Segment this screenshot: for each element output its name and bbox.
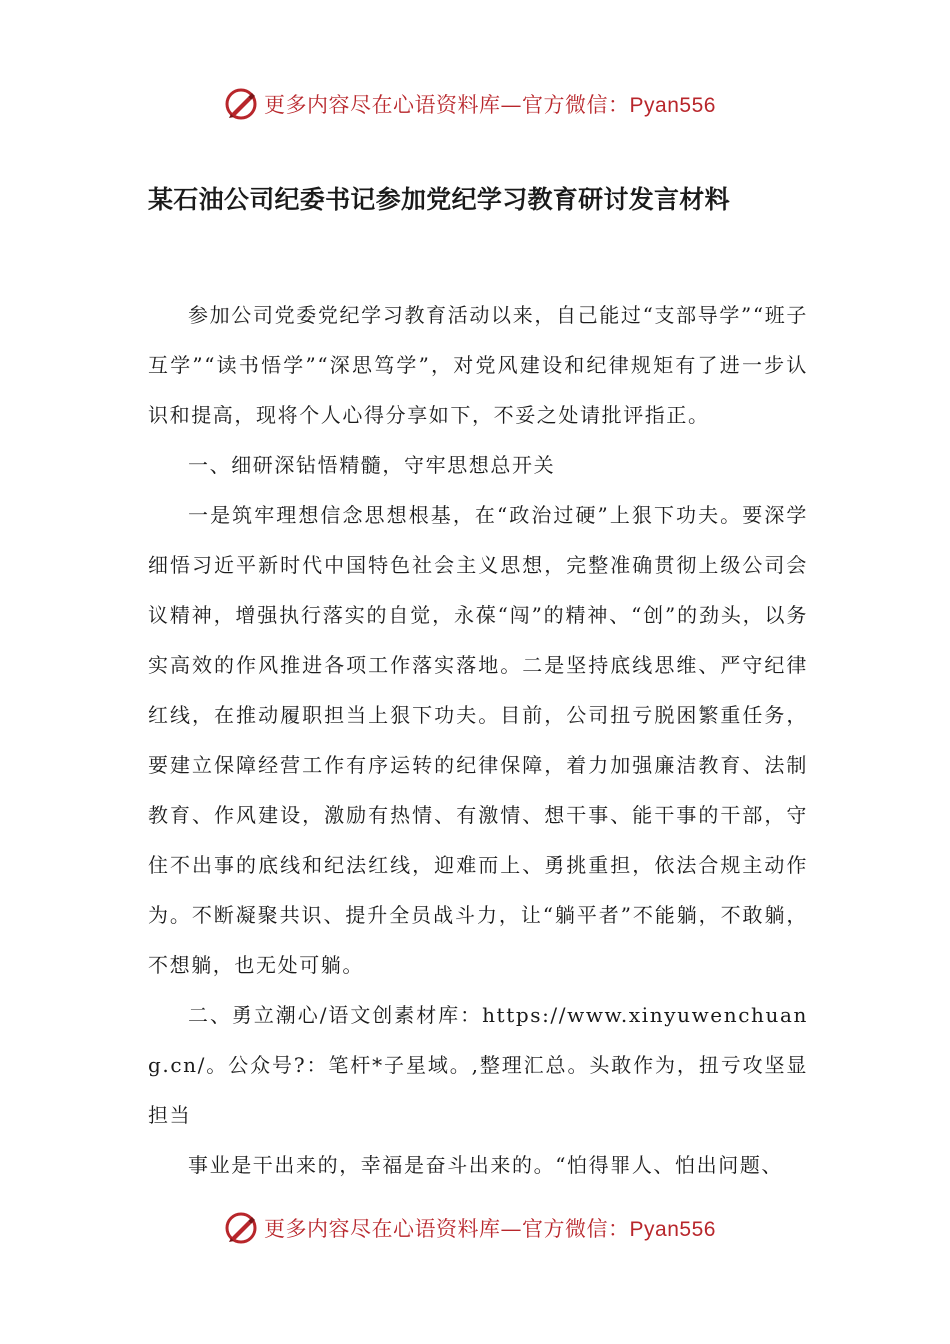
paragraph-section-2: 事业是干出来的，幸福是奋斗出来的。“怕得罪人、怕出问题、 [188,1153,784,1177]
footer-banner [0,1206,950,1250]
document-title: 某石油公司纪委书记参加党纪学习教育研讨发言材料 [148,185,730,214]
pen-logo-icon [224,87,258,121]
document-body [148,290,808,1190]
section-heading-1: 一、细研深钻悟精髓，守牢思想总开关 [188,453,556,477]
wechat-id: Pyan556 [629,1218,716,1241]
paragraph-section-1: 一是筑牢理想信念思想根基，在“政治过硬”上狠下功夫。要深学细悟习近平新时代中国特色社会主义思想，完整准确贯彻上级公司会议精神，增强执行落实的自觉，永葆“闯”的精神、“创”的劲头，以务实高效的作风推进各项工作落实落地。二是坚持底线思维、严守纪律红线，在推动履职担当上狠下功夫。目前，公司扭亏脱困繁重任务，要建立保障经营工作有序运转的纪律保障，着力加强廉洁教育、法制教育、作风建设，激励有热情、有激情、想干事、能干事的干部，守住不出事的底线和纪法红线，迎难而上、勇挑重担，依法合规主动作为。不断凝聚共识、提升全员战斗力，让“躺平者”不能躺，不敢躺，不想躺，也无处可躺。 [148,503,808,977]
wechat-id: Pyan556 [629,94,716,117]
banner-text: 更多内容尽在心语资料库—官方微信：Pyan556 [264,1217,716,1241]
paragraph-intro: 参加公司党委党纪学习教育活动以来，自己能过“支部导学”“班子互学”“读书悟学”“深思笃学”，对党风建设和纪律规矩有了进一步认识和提高，现将个人心得分享如下，不妥之处请批评指正。 [148,303,808,427]
pen-logo-icon [224,1211,258,1245]
banner-text: 更多内容尽在心语资料库—官方微信：Pyan556 [264,93,716,117]
header-banner [0,82,950,126]
section-heading-2: 二、勇立潮心/语文创素材库：https://www.xinyuwenchuang.cn/。公众号?：笔杆*子星域。,整理汇总。头敢作为，扭亏攻坚显担当 [148,1003,808,1127]
